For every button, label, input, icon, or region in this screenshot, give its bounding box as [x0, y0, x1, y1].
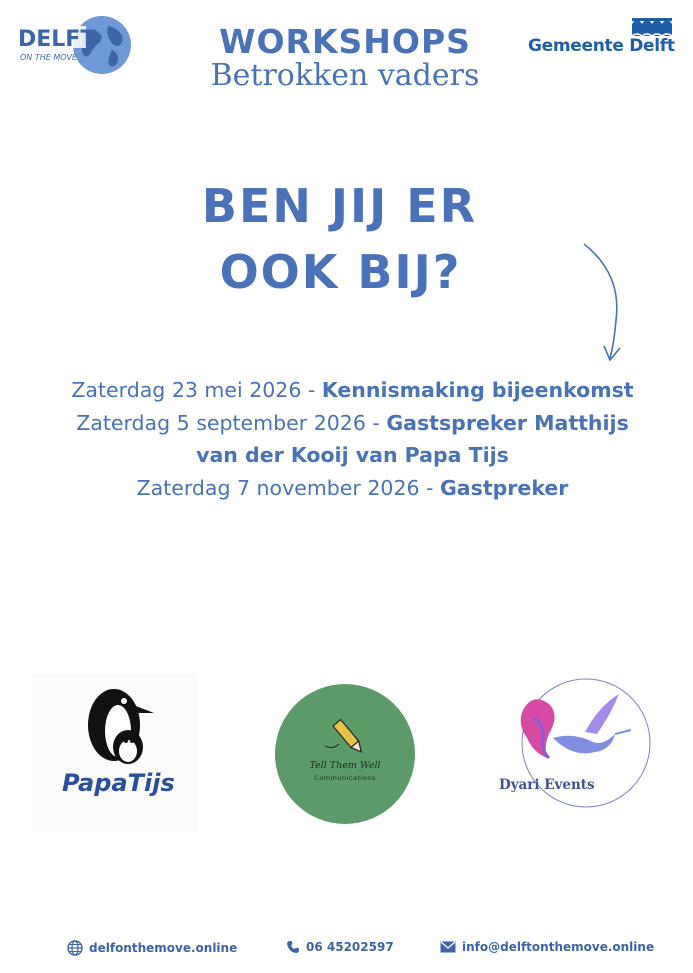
- date-1: Zaterdag 23 mei 2026 -: [71, 378, 322, 402]
- dyari-lettering: Dyari Events: [499, 777, 595, 793]
- logo-lettering: DELFT: [18, 27, 96, 52]
- gemeente-delft-label: Gemeente Delft: [528, 36, 675, 56]
- date-line-3: [6, 472, 693, 504]
- footer-phone[interactable]: [286, 940, 394, 954]
- footer-website[interactable]: [67, 940, 237, 956]
- headline-line-1: BEN JIJ ER: [201, 179, 478, 233]
- date-line-1: [6, 374, 693, 406]
- date-2: Zaterdag 5 september 2026 -: [76, 411, 387, 435]
- tell-them-well-logo: [275, 684, 415, 824]
- curved-arrow-icon: [578, 238, 628, 368]
- topic-3: Gastpreker: [439, 476, 569, 500]
- date-line-2-continued: [6, 439, 693, 471]
- email-text: info@delftonthemove.online: [462, 940, 655, 954]
- headline-line-2: OOK BIJ?: [219, 245, 462, 299]
- papatijs-logo: [32, 673, 198, 833]
- topic-2-continued: van der Kooij van Papa Tijs: [196, 443, 509, 467]
- topic-1: Kennismaking bijeenkomst: [321, 378, 634, 402]
- phone-icon: [286, 940, 300, 954]
- gemeente-crest-icon: [528, 14, 678, 38]
- svg-text:ON THE MOVE: ON THE MOVE: [20, 53, 78, 62]
- date-line-2: [6, 407, 693, 439]
- delft-on-the-move-logo: [16, 14, 136, 76]
- topic-2: Gastspreker Matthijs: [386, 411, 629, 435]
- footer-email[interactable]: [440, 940, 654, 954]
- dyari-events-logo: [493, 676, 655, 810]
- date-3: Zaterdag 7 november 2026 -: [136, 476, 440, 500]
- mail-icon: [440, 941, 456, 953]
- workshops-title: WORKSHOPS: [219, 22, 471, 61]
- ttw-lettering: Tell Them Well: [309, 760, 381, 771]
- papatijs-lettering: PapaTijs: [62, 769, 175, 797]
- svg-text:Communications: Communications: [314, 774, 376, 782]
- workshops-subtitle: Betrokken vaders: [210, 58, 480, 93]
- globe-icon: [67, 940, 83, 956]
- phone-text: 06 45202597: [306, 940, 394, 954]
- website-text: delfonthemove.online: [89, 941, 238, 955]
